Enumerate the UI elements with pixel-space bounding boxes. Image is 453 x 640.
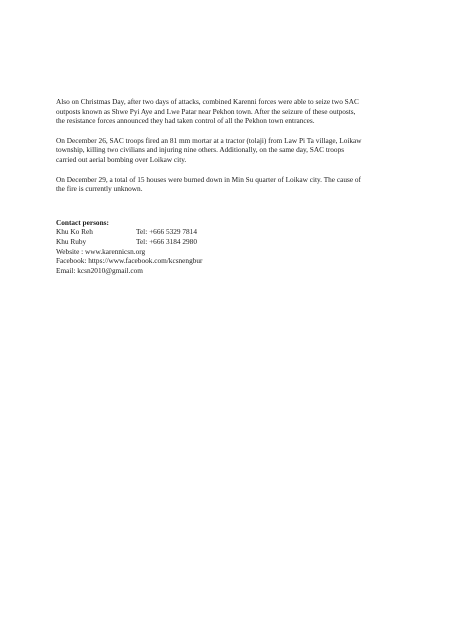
- contact-heading: Contact persons:: [56, 217, 109, 227]
- contact-row: [56, 227, 401, 237]
- contact-name: Khu Ko Reh: [56, 227, 93, 237]
- contact-row: [56, 237, 401, 247]
- paragraph-december-26: On December 26, SAC troops fired an 81 mm mortar at a tractor (tolaji) from Law Pi Ta village, Loikaw township, killing two civilians and injuring nine others. Additionally, on the same day, SAC troops carried out aerial bombing over Loikaw city.: [56, 135, 362, 164]
- contact-name: Khu Ruby: [56, 236, 87, 246]
- website-line: Website : www.karennicsn.org: [56, 246, 146, 256]
- paragraph-december-29: On December 29, a total of 15 houses were burned down in Min Su quarter of Loikaw city. The cause of the fire is currently unknown.: [56, 174, 361, 194]
- contact-section: [56, 218, 401, 276]
- facebook-line: Facebook: https://www.facebook.com/kcsnengbur: [56, 256, 203, 266]
- contact-tel: Tel: +666 3184 2980: [136, 236, 197, 246]
- paragraph-christmas-attacks: Also on Christmas Day, after two days of attacks, combined Karenni forces were able to seize two SAC outposts known as Shwe Pyi Aye and Lwe Patar near Pekhon town. After the seizure of these outposts, the resistance forces announced they had taken control of all the Pekhon town entrances.: [56, 97, 359, 126]
- contact-tel: Tel: +666 5329 7814: [136, 227, 197, 237]
- email-line: Email: kcsn2010@gmail.com: [56, 265, 143, 275]
- document-page: [56, 97, 401, 275]
